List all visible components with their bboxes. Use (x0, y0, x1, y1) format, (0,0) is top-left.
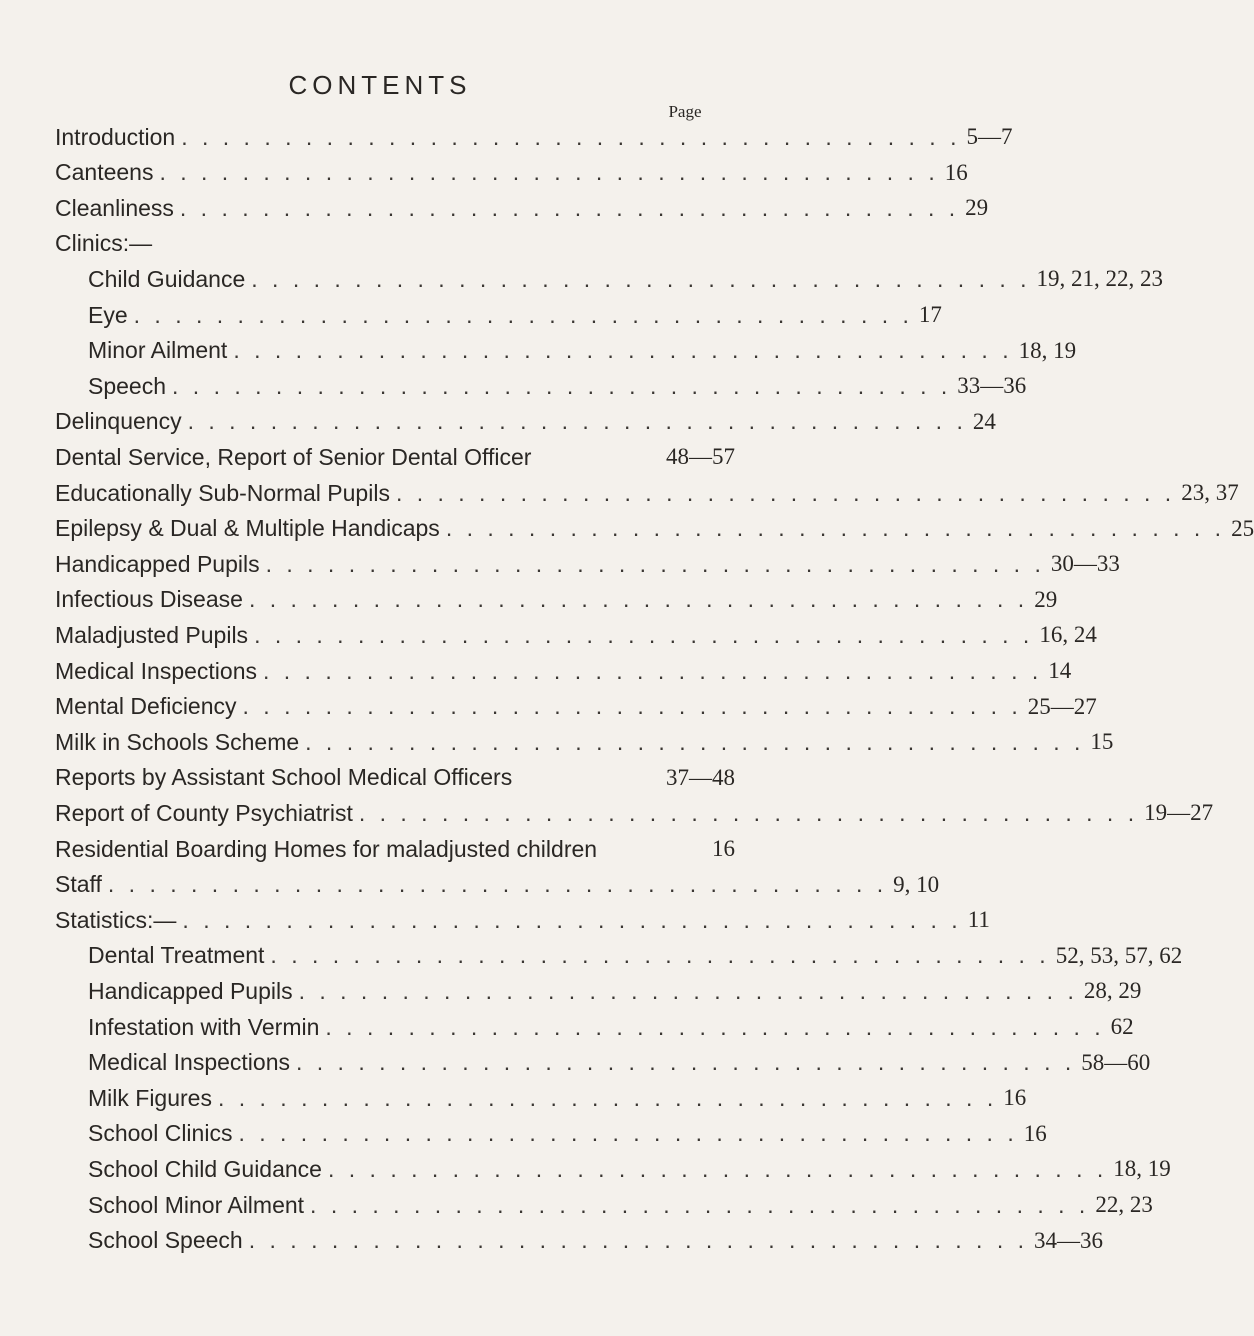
toc-entry-label: Milk in Schools Scheme (55, 728, 300, 755)
dot-leader: . . . . . . . . . . . . . . . . . . . . . . . . . . . . . . . . . . . . . . (217, 1084, 998, 1111)
toc-entry-pages: 29 (1034, 586, 1058, 612)
toc-entry-pages: 58—60 (1081, 1049, 1151, 1075)
toc-entry-label: Medical Inspections (88, 1049, 290, 1076)
dot-leader: . . . . . . . . . . . . . . . . . . . . . . . . . . . . . . . . . . . . . . (445, 515, 1226, 542)
toc-entry (55, 405, 996, 439)
toc-entry (55, 120, 1013, 154)
toc-entry-label: Milk Figures (88, 1084, 212, 1111)
toc-entry-label: Child Guidance (88, 265, 246, 292)
toc-entry (88, 262, 1164, 296)
toc-entry (55, 761, 735, 795)
dot-leader: . . . . . . . . . . . . . . . . . . . . . . . . . . . . . . . . . . . . . . (159, 159, 939, 186)
toc-entry-label: Mental Deficiency (55, 693, 237, 720)
toc-entry (88, 298, 942, 332)
toc-entry-label: Cleanliness (55, 194, 174, 221)
toc-entry-pages: 18, 19 (1018, 337, 1077, 363)
toc-entry (55, 725, 1114, 759)
toc-entry-label: Clinics:— (55, 230, 153, 257)
dot-leader: . . . . . . . . . . . . . . . . . . . . . . . . . . . . . . . . . . . . . . (172, 372, 952, 399)
toc-entry (55, 547, 1120, 581)
toc-entry-pages: 19, 21, 22, 23 (1036, 266, 1164, 292)
toc-entry-pages: 17 (918, 302, 942, 327)
toc-entry-pages: 28, 29 (1083, 978, 1142, 1004)
toc-entry (55, 156, 968, 190)
toc-entry-label: School Clinics (88, 1120, 233, 1147)
dot-leader: . . . . . . . . . . . . . . . . . . . . . . . . . . . . . . . . . . . . . . (296, 1049, 1076, 1076)
dot-leader: . . . . . . . . . . . . . . . . . . . . . . . . . . . . . . . . . . . . . . (251, 265, 1031, 292)
toc-entry-label: Dental Service, Report of Senior Dental Officer (55, 443, 532, 470)
dot-leader: . . . . . . . . . . . . . . . . . . . . . . . . . . . . . . . . . . . . . . (182, 906, 962, 933)
toc-entry-label: Introduction (55, 123, 176, 150)
dot-leader: . . . . . . . . . . . . . . . . . . . . . . . . . . . . . . . . . . . . . . (265, 550, 1045, 577)
dot-leader: . . . . . . . . . . . . . . . . . . . . . . . . . . . . . . . . . . . . . . (358, 799, 1139, 826)
dot-leader: . . . . . . . . . . . . . . . . . . . . . . . . . . . . . . . . . . . . . . (248, 1227, 1028, 1254)
dot-leader: . . . . . . . . . . . . . . . . . . . . . . . . . . . . . . . . . . . . . . (238, 1120, 1018, 1147)
toc-entry-label: Educationally Sub-Normal Pupils (55, 479, 390, 506)
toc-entry-pages: 18, 19 (1113, 1156, 1171, 1182)
toc-entry (55, 227, 735, 261)
toc-entry-label: Reports by Assistant School Medical Officers (55, 764, 513, 791)
dot-leader: . . . . . . . . . . . . . . . . . . . . . . . . . . . . . . . . . . . . . . (270, 942, 1050, 969)
toc-entry-label: Statistics:— (55, 906, 177, 933)
dot-leader: . . . . . . . . . . . . . . . . . . . . . . . . . . . . . . . . . . . . . . (107, 871, 888, 898)
dot-leader: . . . . . . . . . . . . . . . . . . . . . . . . . . . . . . . . . . . . . . (233, 337, 1013, 364)
dot-leader: . . . . . . . . . . . . . . . . . . . . . . . . . . . . . . . . . . . . . . (242, 693, 1022, 720)
page-title: CONTENTS (288, 70, 472, 100)
toc-entry-pages: 15 (1090, 729, 1114, 755)
dot-leader: . . . . . . . . . . . . . . . . . . . . . . . . . . . . . . . . . . . . . . (181, 123, 961, 150)
toc-entry-pages: 62 (1110, 1014, 1134, 1039)
toc-entry-pages: 30—33 (1050, 551, 1120, 577)
dot-leader: . . . . . . . . . . . . . . . . . . . . . . . . . . . . . . . . . . . . . . (325, 1013, 1105, 1040)
toc-entry-label: School Child Guidance (88, 1155, 322, 1182)
toc-entry (55, 476, 1239, 510)
toc-entry-label: Canteens (55, 159, 154, 186)
dot-leader: . . . . . . . . . . . . . . . . . . . . . . . . . . . . . . . . . . . . . . (310, 1191, 1090, 1218)
dot-leader: . . . . . . . . . . . . . . . . . . . . . . . . . . . . . . . . . . . . . . (254, 621, 1034, 648)
toc-entry-label: Delinquency (55, 408, 182, 435)
toc-entry (88, 1081, 1027, 1115)
toc-entry (55, 796, 1214, 830)
toc-entry (55, 868, 940, 902)
toc-entry-pages: 19—27 (1144, 800, 1214, 826)
toc-entry-label: Medical Inspections (55, 657, 257, 684)
toc-entry-pages: 16 (944, 159, 968, 185)
page-column-header: Page (668, 102, 702, 121)
toc-entry-pages: 24 (972, 408, 996, 434)
dot-leader: . . . . . . . . . . . . . . . . . . . . . . . . . . . . . . . . . . . . . . (248, 586, 1029, 613)
toc-entry-pages: 29 (965, 195, 989, 221)
toc-entry (55, 654, 1072, 688)
toc-entry-pages: 22, 23 (1095, 1192, 1153, 1217)
dot-leader: . . . . . . . . . . . . . . . . . . . . . . . . . . . . . . . . . . . . . . (395, 479, 1176, 506)
toc-entry (55, 512, 1254, 546)
toc-entry (88, 369, 1027, 403)
toc-entry (88, 974, 1142, 1008)
dot-leader: . . . . . . . . . . . . . . . . . . . . . . . . . . . . . . . . . . . . . . (187, 408, 967, 435)
toc-entry (88, 939, 1183, 973)
dot-leader: . . . . . . . . . . . . . . . . . . . . . . . . . . . . . . . . . . . . . . (133, 301, 913, 328)
toc-entry-label: Infestation with Vermin (88, 1013, 320, 1040)
dot-leader: . . . . . . . . . . . . . . . . . . . . . . . . . . . . . . . . . . . . . . (263, 657, 1043, 684)
toc-entry-pages: 52, 53, 57, 62 (1055, 942, 1183, 968)
toc-entry-pages: 9, 10 (893, 871, 940, 897)
toc-entry-label: School Minor Ailment (88, 1191, 305, 1218)
toc-entry-pages: 16, 24 (1039, 622, 1097, 648)
toc-entry-pages: 16 (1003, 1085, 1027, 1111)
toc-entry (55, 832, 735, 866)
toc-entry-label: Speech (88, 372, 167, 399)
toc-entry-pages: 33—36 (957, 373, 1027, 399)
toc-entry-label: Residential Boarding Homes for maladjusted children (55, 835, 598, 862)
toc-entry (88, 334, 1077, 368)
toc-entry-label: Dental Treatment (88, 942, 265, 969)
dot-leader: . . . . . . . . . . . . . . . . . . . . . . . . . . . . . . . . . . . . . . (298, 977, 1078, 1004)
toc-entry-label: Report of County Psychiatrist (55, 799, 353, 826)
toc-entry-pages: 16 (1023, 1120, 1047, 1146)
toc-entry-label: Maladjusted Pupils (55, 621, 249, 648)
toc-entry (55, 903, 990, 937)
toc-entry-label: Staff (55, 871, 102, 898)
dot-leader: . . . . . . . . . . . . . . . . . . . . . . . . . . . . . . . . . . . . . . (327, 1155, 1108, 1182)
toc-entry (88, 1152, 1171, 1186)
toc-entry-label: Minor Ailment (88, 337, 228, 364)
toc-entry-pages: 34—36 (1034, 1227, 1103, 1253)
toc-entry-pages: 14 (1048, 658, 1072, 683)
toc-entry-pages: 25 (1231, 515, 1254, 541)
toc-entry (88, 1046, 1151, 1080)
toc-entry (88, 1188, 1153, 1222)
toc-entry-pages: 37—48 (666, 764, 735, 790)
toc-entry (55, 583, 1058, 617)
toc-entry (55, 618, 1097, 652)
toc-entry-pages: 16 (712, 836, 735, 861)
toc-entry-label: Handicapped Pupils (88, 977, 293, 1004)
toc-entry-pages: 48—57 (666, 444, 735, 470)
toc-entry-pages: 25—27 (1027, 693, 1097, 719)
toc-entry-label: School Speech (88, 1227, 243, 1254)
toc-entry (55, 440, 735, 474)
toc-entry-pages: 23, 37 (1181, 480, 1239, 505)
toc-entry-label: Handicapped Pupils (55, 550, 260, 577)
toc-entry-pages: 5—7 (966, 124, 1013, 149)
toc-entry (88, 1010, 1134, 1044)
toc-entry-label: Epilepsy & Dual & Multiple Handicaps (55, 515, 440, 542)
toc-entry (88, 1117, 1047, 1151)
toc-entry (55, 191, 989, 225)
toc-entry (55, 690, 1097, 724)
toc-entry-label: Eye (88, 301, 128, 328)
toc-entry-pages: 11 (967, 907, 990, 933)
toc-entry-label: Infectious Disease (55, 586, 243, 613)
toc-entry (88, 1224, 1103, 1258)
dot-leader: . . . . . . . . . . . . . . . . . . . . . . . . . . . . . . . . . . . . . . (179, 194, 960, 221)
dot-leader: . . . . . . . . . . . . . . . . . . . . . . . . . . . . . . . . . . . . . . (305, 728, 1085, 755)
